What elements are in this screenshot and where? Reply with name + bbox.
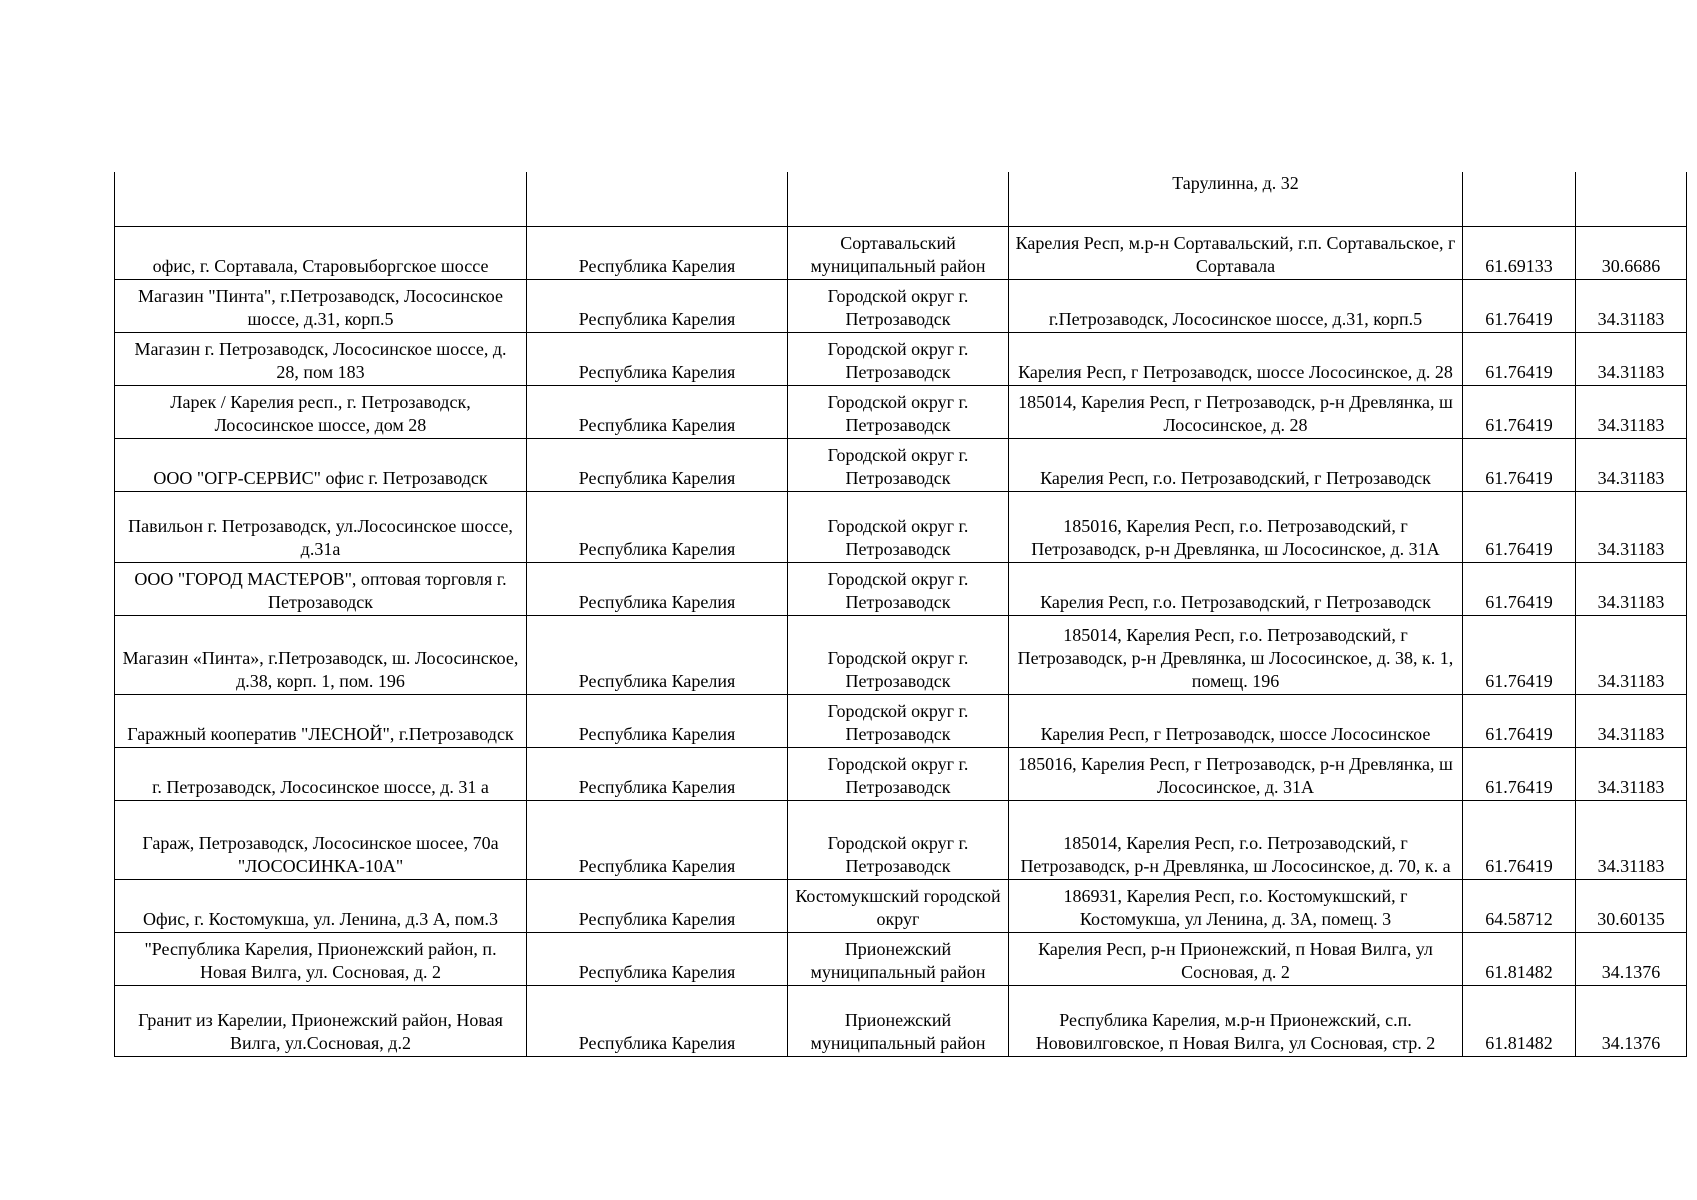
address-table [114, 172, 1687, 1057]
cell-longitude: 34.31183 [1576, 747, 1687, 800]
table-row [115, 615, 1687, 694]
cell-district: Городской округ г. Петрозаводск [788, 385, 1009, 438]
cell-address: 185016, Карелия Респ, г.о. Петрозаводский, г Петрозаводск, р-н Древлянка, ш Лососинское, д. 31А [1009, 491, 1463, 562]
cell-region: Республика Карелия [527, 879, 788, 932]
cell-longitude: 34.31183 [1576, 332, 1687, 385]
cell-name: Ларек / Карелия респ., г. Петрозаводск, Лососинское шоссе, дом 28 [115, 385, 527, 438]
cell-name: Гараж, Петрозаводск, Лососинское шосее, 70а "ЛОСОСИНКА-10А" [115, 800, 527, 879]
cell-region [527, 172, 788, 226]
table-row [115, 172, 1687, 226]
cell-address: Республика Карелия, м.р-н Прионежский, с.п. Нововилговское, п Новая Вилга, ул Сосновая, стр. 2 [1009, 985, 1463, 1056]
table-row [115, 562, 1687, 615]
cell-longitude [1576, 172, 1687, 226]
cell-longitude: 34.31183 [1576, 615, 1687, 694]
cell-longitude: 34.31183 [1576, 491, 1687, 562]
cell-longitude: 34.31183 [1576, 800, 1687, 879]
cell-longitude: 30.60135 [1576, 879, 1687, 932]
table-row [115, 226, 1687, 279]
cell-district: Городской округ г. Петрозаводск [788, 332, 1009, 385]
cell-address: Карелия Респ, г Петрозаводск, шоссе Лососинское [1009, 694, 1463, 747]
cell-region: Республика Карелия [527, 438, 788, 491]
cell-region: Республика Карелия [527, 694, 788, 747]
cell-address: 185014, Карелия Респ, г Петрозаводск, р-н Древлянка, ш Лососинское, д. 28 [1009, 385, 1463, 438]
cell-name: ООО "ОГР-СЕРВИС" офис г. Петрозаводск [115, 438, 527, 491]
cell-latitude: 61.81482 [1463, 932, 1576, 985]
cell-name: Офис, г. Костомукша, ул. Ленина, д.3 А, пом.3 [115, 879, 527, 932]
cell-region: Республика Карелия [527, 562, 788, 615]
cell-longitude: 34.31183 [1576, 385, 1687, 438]
table-row [115, 879, 1687, 932]
cell-district: Костомукшский городской округ [788, 879, 1009, 932]
table-row [115, 279, 1687, 332]
cell-region: Республика Карелия [527, 932, 788, 985]
cell-longitude: 30.6686 [1576, 226, 1687, 279]
cell-name: "Республика Карелия, Прионежский район, п. Новая Вилга, ул. Сосновая, д. 2 [115, 932, 527, 985]
cell-latitude: 61.76419 [1463, 800, 1576, 879]
cell-name: офис, г. Сортавала, Старовыборгское шоссе [115, 226, 527, 279]
cell-address: 185016, Карелия Респ, г Петрозаводск, р-н Древлянка, ш Лососинское, д. 31А [1009, 747, 1463, 800]
cell-longitude: 34.1376 [1576, 985, 1687, 1056]
cell-region: Республика Карелия [527, 385, 788, 438]
cell-region: Республика Карелия [527, 985, 788, 1056]
cell-district: Прионежский муниципальный район [788, 985, 1009, 1056]
table-row [115, 385, 1687, 438]
cell-name [115, 172, 527, 226]
cell-latitude: 61.76419 [1463, 615, 1576, 694]
cell-district: Городской округ г. Петрозаводск [788, 615, 1009, 694]
cell-longitude: 34.31183 [1576, 562, 1687, 615]
cell-region: Республика Карелия [527, 332, 788, 385]
cell-latitude: 61.76419 [1463, 747, 1576, 800]
cell-longitude: 34.31183 [1576, 279, 1687, 332]
cell-name: Магазин "Пинта", г.Петрозаводск, Лососинское шоссе, д.31, корп.5 [115, 279, 527, 332]
cell-address: г.Петрозаводск, Лососинское шоссе, д.31, корп.5 [1009, 279, 1463, 332]
cell-address: 186931, Карелия Респ, г.о. Костомукшский, г Костомукша, ул Ленина, д. 3А, помещ. 3 [1009, 879, 1463, 932]
cell-district: Городской округ г. Петрозаводск [788, 562, 1009, 615]
cell-district: Городской округ г. Петрозаводск [788, 491, 1009, 562]
cell-name: Павильон г. Петрозаводск, ул.Лососинское шоссе, д.31а [115, 491, 527, 562]
cell-latitude: 61.81482 [1463, 985, 1576, 1056]
cell-district: Городской округ г. Петрозаводск [788, 747, 1009, 800]
cell-address: Карелия Респ, г.о. Петрозаводский, г Петрозаводск [1009, 562, 1463, 615]
cell-district: Городской округ г. Петрозаводск [788, 279, 1009, 332]
cell-name: Гаражный кооператив "ЛЕСНОЙ", г.Петрозаводск [115, 694, 527, 747]
cell-district: Прионежский муниципальный район [788, 932, 1009, 985]
cell-longitude: 34.31183 [1576, 438, 1687, 491]
table-row [115, 438, 1687, 491]
cell-latitude: 61.76419 [1463, 332, 1576, 385]
cell-region: Республика Карелия [527, 279, 788, 332]
cell-address: 185014, Карелия Респ, г.о. Петрозаводский, г Петрозаводск, р-н Древлянка, ш Лососинское, д. 38, к. 1, помещ. 196 [1009, 615, 1463, 694]
table-row [115, 332, 1687, 385]
cell-latitude: 61.76419 [1463, 438, 1576, 491]
cell-address: Карелия Респ, г Петрозаводск, шоссе Лососинское, д. 28 [1009, 332, 1463, 385]
cell-district: Сортавальский муниципальный район [788, 226, 1009, 279]
cell-address: Карелия Респ, м.р-н Сортавальский, г.п. Сортавальское, г Сортавала [1009, 226, 1463, 279]
cell-district [788, 172, 1009, 226]
cell-latitude: 61.76419 [1463, 694, 1576, 747]
cell-region: Республика Карелия [527, 226, 788, 279]
cell-name: г. Петрозаводск, Лососинское шоссе, д. 31 а [115, 747, 527, 800]
cell-name: ООО "ГОРОД МАСТЕРОВ", оптовая торговля г. Петрозаводск [115, 562, 527, 615]
table-row [115, 491, 1687, 562]
cell-district: Городской округ г. Петрозаводск [788, 438, 1009, 491]
cell-district: Городской округ г. Петрозаводск [788, 800, 1009, 879]
cell-district: Городской округ г. Петрозаводск [788, 694, 1009, 747]
cell-latitude: 61.76419 [1463, 562, 1576, 615]
cell-longitude: 34.1376 [1576, 932, 1687, 985]
cell-latitude [1463, 172, 1576, 226]
cell-latitude: 61.76419 [1463, 491, 1576, 562]
cell-region: Республика Карелия [527, 491, 788, 562]
cell-region: Республика Карелия [527, 615, 788, 694]
cell-region: Республика Карелия [527, 800, 788, 879]
cell-latitude: 61.69133 [1463, 226, 1576, 279]
table-row [115, 800, 1687, 879]
cell-region: Республика Карелия [527, 747, 788, 800]
table-row [115, 985, 1687, 1056]
table-row [115, 747, 1687, 800]
cell-name: Гранит из Карелии, Прионежский район, Новая Вилга, ул.Сосновая, д.2 [115, 985, 527, 1056]
cell-name: Магазин г. Петрозаводск, Лососинское шоссе, д. 28, пом 183 [115, 332, 527, 385]
cell-latitude: 61.76419 [1463, 279, 1576, 332]
cell-latitude: 61.76419 [1463, 385, 1576, 438]
table-row [115, 694, 1687, 747]
cell-name: Магазин «Пинта», г.Петрозаводск, ш. Лососинское, д.38, корп. 1, пом. 196 [115, 615, 527, 694]
cell-latitude: 64.58712 [1463, 879, 1576, 932]
table-row [115, 932, 1687, 985]
cell-address: Тарулинна, д. 32 [1009, 172, 1463, 226]
cell-longitude: 34.31183 [1576, 694, 1687, 747]
cell-address: Карелия Респ, р-н Прионежский, п Новая Вилга, ул Сосновая, д. 2 [1009, 932, 1463, 985]
cell-address: Карелия Респ, г.о. Петрозаводский, г Петрозаводск [1009, 438, 1463, 491]
cell-address: 185014, Карелия Респ, г.о. Петрозаводский, г Петрозаводск, р-н Древлянка, ш Лососинское, д. 70, к. а [1009, 800, 1463, 879]
